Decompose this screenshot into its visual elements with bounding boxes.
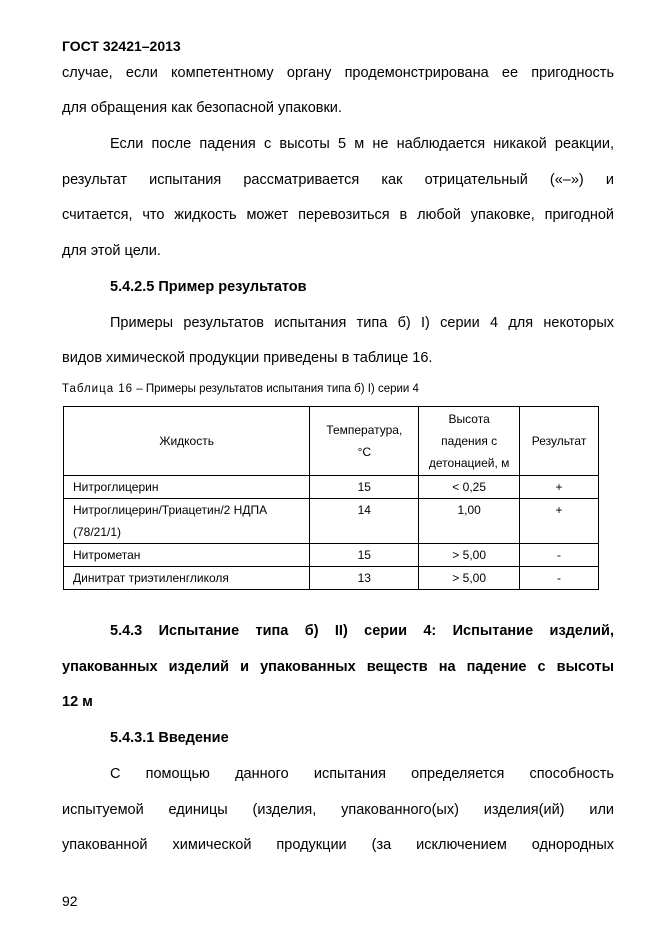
cell-result: - xyxy=(520,567,599,590)
cell-liquid: Нитрометан xyxy=(64,544,310,567)
cell-result: + xyxy=(520,499,599,544)
header-liquid: Жидкость xyxy=(64,407,310,476)
cell-height: < 0,25 xyxy=(419,476,520,499)
paragraph-line: случае, если компетентному органу продемонстрирована ее пригодность xyxy=(62,65,614,81)
paragraph-line: упакованной химической продукции (за исключением однородных xyxy=(62,837,614,853)
header-height: Высота падения с детонацией, м xyxy=(419,407,520,476)
table-row xyxy=(64,567,599,590)
table-caption-text: – Примеры результатов испытания типа б) I) серии 4 xyxy=(133,383,419,395)
cell-height: > 5,00 xyxy=(419,567,520,590)
paragraph-line: С помощью данного испытания определяется способность xyxy=(110,766,614,782)
table-caption-label: Таблица 16 xyxy=(62,383,134,395)
cell-temperature: 15 xyxy=(310,476,419,499)
table-caption xyxy=(62,383,419,395)
page-number: 92 xyxy=(62,893,78,909)
paragraph-line: испытуемой единицы (изделия, упакованного(ых) изделия(ий) или xyxy=(62,802,614,818)
table-header-row xyxy=(64,407,599,476)
cell-temperature: 13 xyxy=(310,567,419,590)
section-heading-5-4-3-cont: 12 м xyxy=(62,694,93,710)
cell-liquid: Динитрат триэтиленгликоля xyxy=(64,567,310,590)
paragraph-line: Если после падения с высоты 5 м не наблюдается никакой реакции, xyxy=(110,136,614,152)
section-heading-5-4-3-cont: упакованных изделий и упакованных веществ на падение с высоты xyxy=(62,659,614,675)
section-heading-5-4-2-5: 5.4.2.5 Пример результатов xyxy=(110,279,307,295)
paragraph-line: Примеры результатов испытания типа б) I) серии 4 для некоторых xyxy=(110,315,614,331)
cell-liquid: Нитроглицерин xyxy=(64,476,310,499)
cell-height: > 5,00 xyxy=(419,544,520,567)
paragraph-line: для обращения как безопасной упаковки. xyxy=(62,100,342,116)
table-row xyxy=(64,476,599,499)
paragraph-line: видов химической продукции приведены в таблице 16. xyxy=(62,350,433,366)
results-table xyxy=(63,406,599,590)
header-result: Результат xyxy=(520,407,599,476)
table-row xyxy=(64,544,599,567)
section-heading-5-4-3-1: 5.4.3.1 Введение xyxy=(110,730,229,746)
cell-temperature: 14 xyxy=(310,499,419,544)
cell-temperature: 15 xyxy=(310,544,419,567)
paragraph-line: результат испытания рассматривается как отрицательный («–») и xyxy=(62,172,614,188)
cell-result: - xyxy=(520,544,599,567)
paragraph-line: для этой цели. xyxy=(62,243,161,259)
cell-result: + xyxy=(520,476,599,499)
paragraph-line: считается, что жидкость может перевозиться в любой упаковке, пригодной xyxy=(62,207,614,223)
header-temperature: Температура, °С xyxy=(310,407,419,476)
cell-height: 1,00 xyxy=(419,499,520,544)
table-row xyxy=(64,499,599,544)
section-heading-5-4-3: 5.4.3 Испытание типа б) II) серии 4: Испытание изделий, xyxy=(110,623,614,639)
document-header: ГОСТ 32421–2013 xyxy=(62,38,181,54)
cell-liquid: Нитроглицерин/Триацетин/2 НДПА (78/21/1) xyxy=(64,499,310,544)
